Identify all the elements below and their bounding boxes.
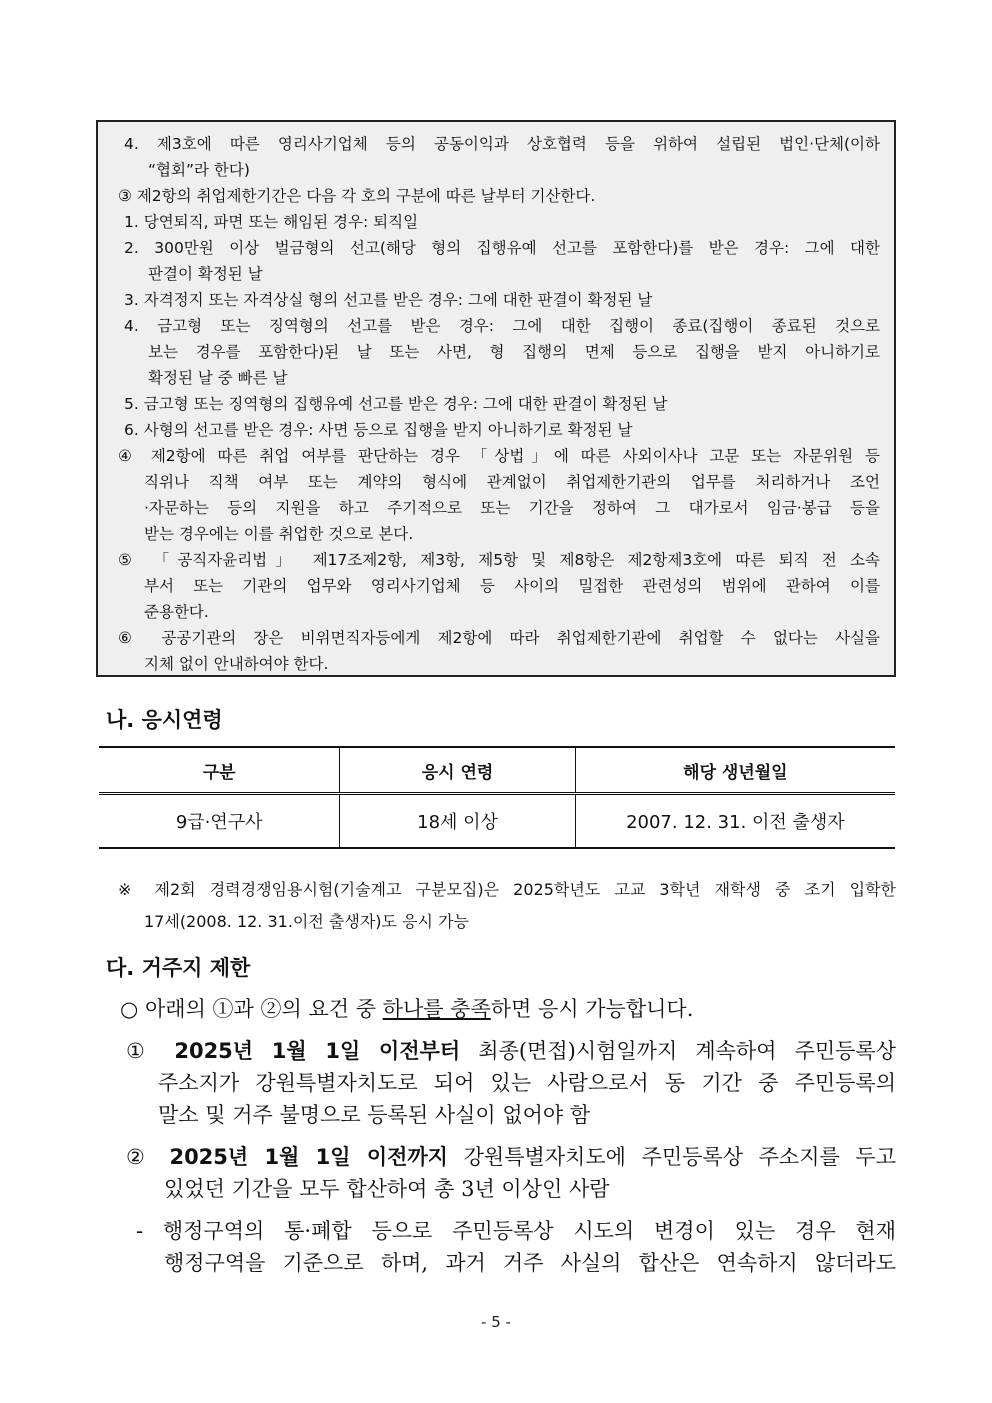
law-line: 5. 금고형 또는 징역형의 집행유예 선고를 받은 경우: 그에 대한 판결이 확정된 날 xyxy=(124,395,668,413)
law-line: 확정된 날 중 빠른 날 xyxy=(148,369,288,387)
law-line: 판결이 확정된 날 xyxy=(148,265,263,283)
law-excerpt-box xyxy=(96,120,896,677)
law-line: 1. 당연퇴직, 파면 또는 해임된 경우: 퇴직일 xyxy=(124,213,419,231)
table-header-row xyxy=(99,747,895,794)
age-section-heading: 나. 응시연령 xyxy=(106,708,223,732)
requirement-2 xyxy=(126,1142,896,1172)
requirement-2-marker: ② xyxy=(126,1145,154,1169)
law-line: 4. 금고형 또는 징역형의 선고를 받은 경우: 그에 대한 집행이 종료(집행이 종료된 것으로 xyxy=(124,317,880,335)
law-line: ⑥ 공공기관의 장은 비위면직자등에게 제2항에 따라 취업제한기관에 취업할 수 없다는 사실을 xyxy=(118,629,880,647)
requirement-2-text: 강원특별자치도에 주민등록상 주소지를 두고 xyxy=(447,1145,896,1169)
table-cell: 2007. 12. 31. 이전 출생자 xyxy=(575,794,895,849)
residence-section-heading: 다. 거주지 제한 xyxy=(106,956,251,980)
law-line: 2. 300만원 이상 벌금형의 선고(해당 형의 집행유예 선고를 포함한다)를 받은 경우: 그에 대한 xyxy=(124,239,880,257)
law-line: ③ 제2항의 취업제한기간은 다음 각 호의 구분에 따른 날부터 기산한다. xyxy=(118,187,596,205)
table-cell: 18세 이상 xyxy=(340,794,575,849)
requirement-2-date: 2025년 1월 1일 이전까지 xyxy=(169,1145,448,1169)
law-line: 3. 자격정지 또는 자격상실 형의 선고를 받은 경우: 그에 대한 판결이 확정된 날 xyxy=(124,291,653,309)
law-line: 지체 없이 안내하여야 한다. xyxy=(144,655,329,673)
law-line: 받는 경우에는 이를 취업한 것으로 본다. xyxy=(144,525,414,543)
law-line: 부서 또는 기관의 업무와 영리사기업체 등 사이의 밀접한 관련성의 범위에 관하여 이를 xyxy=(144,577,880,595)
law-line: 준용한다. xyxy=(144,603,209,621)
table-header-cell: 해당 생년월일 xyxy=(575,747,895,794)
law-line: ④ 제2항에 따른 취업 여부를 판단하는 경우 「상법」에 따른 사외이사나 고문 또는 자문위원 등 xyxy=(118,447,880,465)
intro-underlined: 하나를 충족 xyxy=(382,997,491,1021)
admin-district-note: - 행정구역의 통·폐합 등으로 주민등록상 시도의 변경이 있는 경우 현재 xyxy=(136,1219,896,1243)
law-line: “협회”라 한다) xyxy=(148,161,250,179)
residence-intro xyxy=(120,994,693,1024)
age-table xyxy=(99,746,895,849)
intro-prefix: ○ 아래의 ①과 ②의 요건 중 xyxy=(120,997,383,1021)
requirement-1-date: 2025년 1월 1일 이전부터 xyxy=(174,1039,461,1063)
requirement-2-line2: 있었던 기간을 모두 합산하여 총 3년 이상인 사람 xyxy=(164,1177,610,1201)
law-line: ·자문하는 등의 지원을 하고 주기적으로 또는 기간을 정하여 그 대가로서 임금·봉급 등을 xyxy=(144,499,880,517)
law-line: 직위나 직책 여부 또는 계약의 형식에 관계없이 취업제한기관의 업무를 처리하거나 조언 xyxy=(144,473,880,491)
table-header-cell: 구분 xyxy=(99,747,340,794)
law-line: ⑤ 「공직자윤리법」 제17조제2항, 제3항, 제5항 및 제8항은 제2항제3호에 따른 퇴직 전 소속 xyxy=(118,551,880,569)
law-line: 4. 제3호에 따른 영리사기업체 등의 공동이익과 상호협력 등을 위하여 설립된 법인·단체(이하 xyxy=(124,135,880,153)
requirement-1-marker: ① xyxy=(126,1039,157,1063)
intro-suffix: 하면 응시 가능합니다. xyxy=(490,997,694,1021)
requirement-1-line2: 주소지가 강원특별자치도로 되어 있는 사람으로서 동 기간 중 주민등록의 xyxy=(158,1071,896,1095)
requirement-1-text: 최종(면접)시험일까지 계속하여 주민등록상 xyxy=(460,1039,897,1063)
table-cell: 9급·연구사 xyxy=(99,794,340,849)
age-note-continued: 17세(2008. 12. 31.이전 출생자)도 응시 가능 xyxy=(144,912,469,931)
page-number: - 5 - xyxy=(481,1313,511,1331)
table-row xyxy=(99,794,895,849)
requirement-1 xyxy=(126,1036,896,1066)
admin-district-note-continued: 행정구역을 기준으로 하며, 과거 거주 사실의 합산은 연속하지 않더라도 xyxy=(164,1251,896,1275)
age-note: ※ 제2회 경력경쟁임용시험(기술계고 구분모집)은 2025학년도 고교 3학년 재학생 중 조기 입학한 xyxy=(118,880,896,899)
table-header-cell: 응시 연령 xyxy=(340,747,575,794)
requirement-1-line3: 말소 및 거주 불명으로 등록된 사실이 없어야 함 xyxy=(158,1103,591,1127)
law-line: 보는 경우를 포함한다)된 날 또는 사면, 형 집행의 면제 등으로 집행을 받지 아니하기로 xyxy=(148,343,880,361)
law-line: 6. 사형의 선고를 받은 경우: 사면 등으로 집행을 받지 아니하기로 확정된 날 xyxy=(124,421,633,439)
